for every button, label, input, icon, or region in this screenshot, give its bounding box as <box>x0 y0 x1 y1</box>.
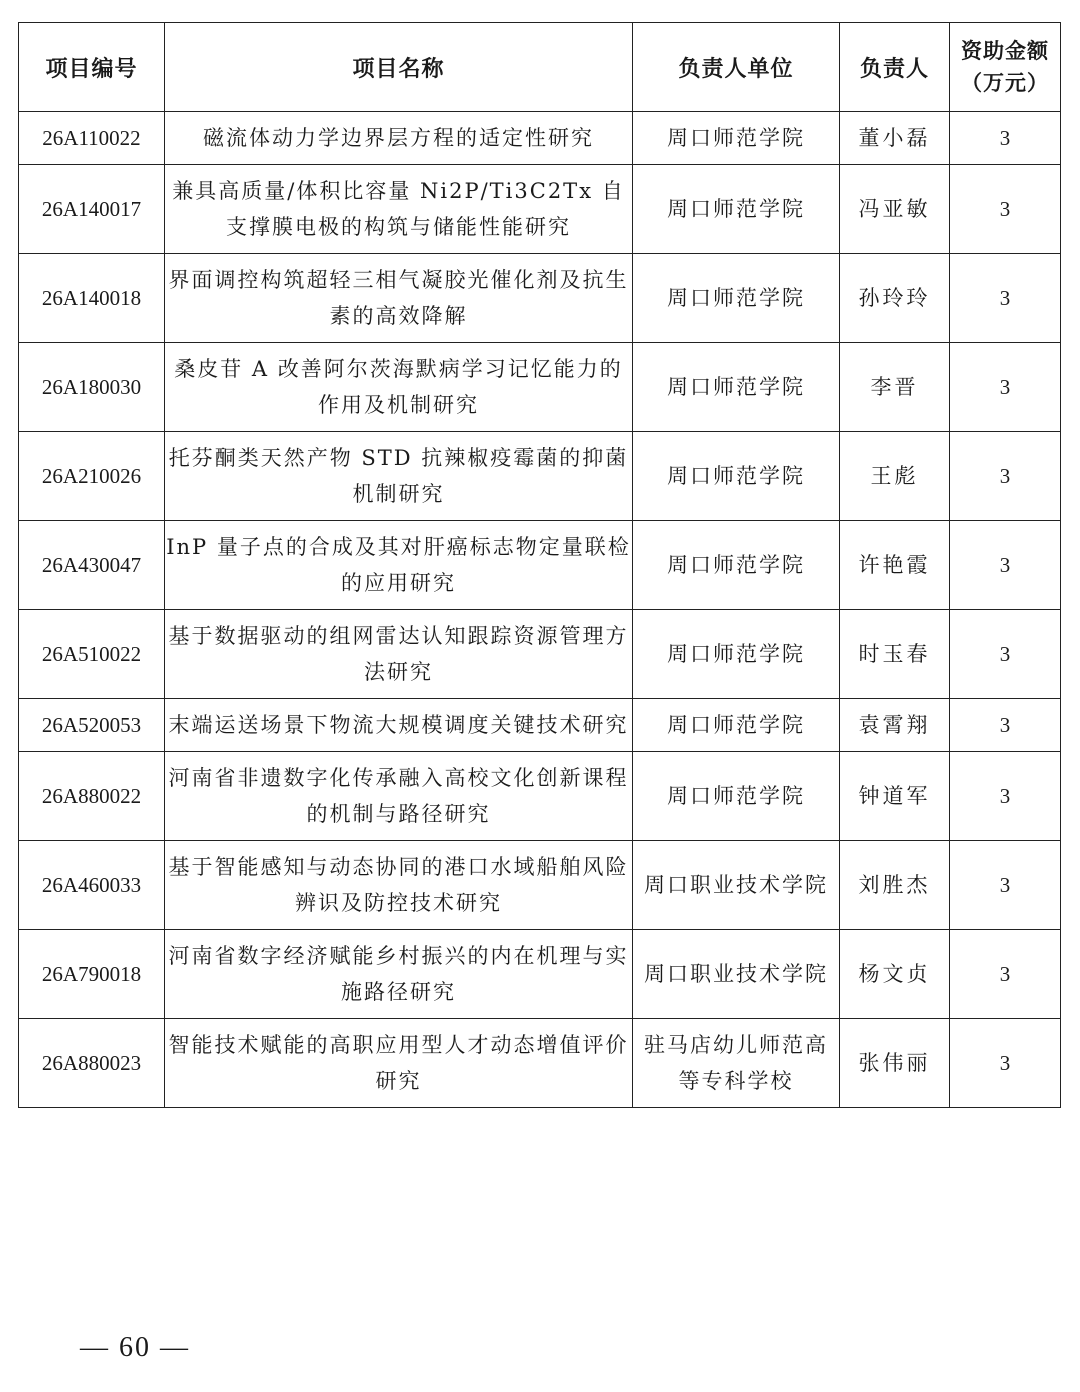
table-row <box>19 752 1061 841</box>
responsible-person-cell: 孙玲玲 <box>840 254 950 343</box>
project-name-cell: 兼具高质量/体积比容量 Ni2P/Ti3C2Tx 自支撑膜电极的构筑与储能性能研究 <box>165 165 633 254</box>
funding-amount-cell: 3 <box>950 752 1061 841</box>
project-code-cell: 26A430047 <box>19 521 165 610</box>
responsible-person-cell: 杨文贞 <box>840 930 950 1019</box>
responsible-person-cell: 钟道军 <box>840 752 950 841</box>
responsible-person-cell: 李晋 <box>840 343 950 432</box>
responsible-person-cell: 冯亚敏 <box>840 165 950 254</box>
project-code-cell: 26A460033 <box>19 841 165 930</box>
header-funding-amount <box>950 23 1061 112</box>
project-code-cell: 26A140018 <box>19 254 165 343</box>
project-code-cell: 26A880023 <box>19 1019 165 1108</box>
funding-amount-cell: 3 <box>950 521 1061 610</box>
table-row <box>19 521 1061 610</box>
header-responsible-person: 负责人 <box>840 23 950 112</box>
page-number: — 60 — <box>80 1332 190 1363</box>
responsible-unit-cell: 周口师范学院 <box>633 254 840 343</box>
funding-amount-cell: 3 <box>950 610 1061 699</box>
header-project-name: 项目名称 <box>165 23 633 112</box>
table-header-row <box>19 23 1061 112</box>
funding-amount-cell: 3 <box>950 1019 1061 1108</box>
responsible-unit-cell: 周口师范学院 <box>633 752 840 841</box>
table-row <box>19 699 1061 752</box>
grant-project-table <box>18 22 1061 1108</box>
project-name-cell: 末端运送场景下物流大规模调度关键技术研究 <box>165 699 633 752</box>
project-name-cell: 桑皮苷 A 改善阿尔茨海默病学习记忆能力的作用及机制研究 <box>165 343 633 432</box>
header-project-code: 项目编号 <box>19 23 165 112</box>
project-name-cell: 智能技术赋能的高职应用型人才动态增值评价研究 <box>165 1019 633 1108</box>
table-body <box>19 112 1061 1108</box>
funding-amount-cell: 3 <box>950 254 1061 343</box>
project-code-cell: 26A180030 <box>19 343 165 432</box>
table-row <box>19 165 1061 254</box>
responsible-person-cell: 时玉春 <box>840 610 950 699</box>
responsible-unit-cell: 周口师范学院 <box>633 610 840 699</box>
project-name-cell: 河南省非遗数字化传承融入高校文化创新课程的机制与路径研究 <box>165 752 633 841</box>
funding-amount-cell: 3 <box>950 165 1061 254</box>
responsible-unit-cell: 周口师范学院 <box>633 343 840 432</box>
project-name-cell: 磁流体动力学边界层方程的适定性研究 <box>165 112 633 165</box>
project-name-cell: InP 量子点的合成及其对肝癌标志物定量联检的应用研究 <box>165 521 633 610</box>
responsible-person-cell: 许艳霞 <box>840 521 950 610</box>
table-row <box>19 841 1061 930</box>
project-code-cell: 26A140017 <box>19 165 165 254</box>
project-name-cell: 界面调控构筑超轻三相气凝胶光催化剂及抗生素的高效降解 <box>165 254 633 343</box>
responsible-unit-cell: 周口师范学院 <box>633 432 840 521</box>
responsible-person-cell: 董小磊 <box>840 112 950 165</box>
project-code-cell: 26A520053 <box>19 699 165 752</box>
responsible-unit-cell: 周口师范学院 <box>633 521 840 610</box>
project-name-cell: 基于数据驱动的组网雷达认知跟踪资源管理方法研究 <box>165 610 633 699</box>
header-funding-amount-line2: （万元） <box>961 71 1049 95</box>
project-code-cell: 26A880022 <box>19 752 165 841</box>
header-responsible-unit: 负责人单位 <box>633 23 840 112</box>
responsible-unit-cell: 周口师范学院 <box>633 165 840 254</box>
responsible-person-cell: 张伟丽 <box>840 1019 950 1108</box>
responsible-person-cell: 王彪 <box>840 432 950 521</box>
table-row <box>19 610 1061 699</box>
funding-amount-cell: 3 <box>950 930 1061 1019</box>
funding-amount-cell: 3 <box>950 841 1061 930</box>
project-code-cell: 26A210026 <box>19 432 165 521</box>
table-row <box>19 1019 1061 1108</box>
responsible-person-cell: 刘胜杰 <box>840 841 950 930</box>
funding-amount-cell: 3 <box>950 699 1061 752</box>
header-funding-amount-line1: 资助金额 <box>961 39 1049 63</box>
project-name-cell: 基于智能感知与动态协同的港口水域船舶风险辨识及防控技术研究 <box>165 841 633 930</box>
table-row <box>19 930 1061 1019</box>
responsible-unit-cell: 周口师范学院 <box>633 112 840 165</box>
responsible-unit-cell: 周口职业技术学院 <box>633 930 840 1019</box>
responsible-person-cell: 袁霄翔 <box>840 699 950 752</box>
project-name-cell: 托芬酮类天然产物 STD 抗辣椒疫霉菌的抑菌机制研究 <box>165 432 633 521</box>
table-row <box>19 432 1061 521</box>
table-row <box>19 112 1061 165</box>
funding-amount-cell: 3 <box>950 112 1061 165</box>
funding-amount-cell: 3 <box>950 432 1061 521</box>
table-row <box>19 343 1061 432</box>
responsible-unit-cell: 周口职业技术学院 <box>633 841 840 930</box>
project-code-cell: 26A510022 <box>19 610 165 699</box>
project-code-cell: 26A790018 <box>19 930 165 1019</box>
responsible-unit-cell: 驻马店幼儿师范高等专科学校 <box>633 1019 840 1108</box>
project-code-cell: 26A110022 <box>19 112 165 165</box>
funding-amount-cell: 3 <box>950 343 1061 432</box>
project-name-cell: 河南省数字经济赋能乡村振兴的内在机理与实施路径研究 <box>165 930 633 1019</box>
responsible-unit-cell: 周口师范学院 <box>633 699 840 752</box>
table-row <box>19 254 1061 343</box>
